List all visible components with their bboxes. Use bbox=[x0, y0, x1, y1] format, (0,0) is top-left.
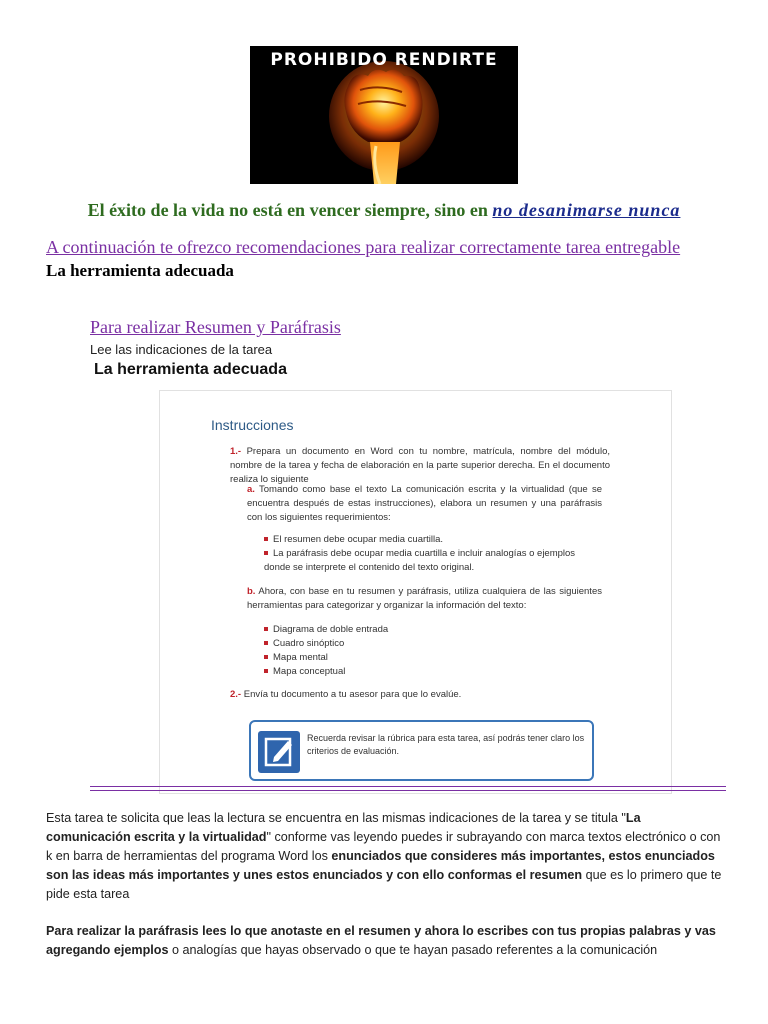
instructions-title: Instrucciones bbox=[211, 417, 294, 433]
item-b-label: b. bbox=[247, 586, 256, 597]
step-2 bbox=[230, 688, 610, 702]
bullet-parafrasis: La paráfrasis debe ocupar media cuartilla e incluir analogías o ejemplos donde se interprete el contenido del texto original. bbox=[264, 547, 604, 575]
motivational-quote bbox=[0, 200, 768, 221]
item-a bbox=[247, 483, 602, 525]
item-a-label: a. bbox=[247, 484, 255, 495]
item-b bbox=[247, 585, 602, 613]
item-b-text: Ahora, con base en tu resumen y paráfrasis, utiliza cualquiera de las siguientes herramientas para categorizar y organizar la información del texto: bbox=[247, 586, 602, 611]
pencil-note-icon bbox=[258, 731, 300, 773]
step-1-text: Prepara un documento en Word con tu nombre, matrícula, nombre del módulo, nombre de la tarea y fecha de elaboración en la parte superior derecha. En el documento realiza lo siguiente bbox=[230, 446, 610, 485]
reminder-text: Recuerda revisar la rúbrica para esta tarea, así podrás tener claro los criterios de evaluación. bbox=[307, 733, 585, 756]
bullet-cuadro: Cuadro sinóptico bbox=[264, 637, 344, 651]
p1-bold-1: La comunicación escrita y la virtualidad bbox=[46, 811, 641, 844]
instructions-card bbox=[159, 390, 672, 794]
divider-bottom bbox=[90, 790, 726, 791]
banner-title: PROHIBIDO RENDIRTE bbox=[270, 50, 498, 70]
quote-emphasis-link[interactable]: no desanimarse nunca bbox=[492, 200, 681, 220]
banner-image bbox=[250, 46, 518, 184]
section-tool-heading: La herramienta adecuada bbox=[94, 361, 287, 378]
step-2-text: Envía tu documento a tu asesor para que lo evalúe. bbox=[243, 689, 462, 700]
p1-bold-2: enunciados que consideres más importantes, estos enunciados son las ideas más importantes y unes estos enunciados y con ello conformas el resumen bbox=[46, 849, 715, 882]
reminder-box bbox=[249, 720, 594, 781]
intro-link[interactable]: A continuación te ofrezco recomendaciones para realizar correctamente tarea entregable bbox=[46, 237, 681, 257]
p2-text-1: o analogías que hayas observado o que te hayan pasado referentes a la comunicación bbox=[168, 943, 658, 957]
bullet-diagrama: Diagrama de doble entrada bbox=[264, 623, 388, 637]
p1-text-2: " conforme vas leyendo puedes ir subrayando con marca textos electrónico o con k en barra de herramientas del programa Word los bbox=[46, 830, 721, 863]
quote-prefix: El éxito de la vida no está en vencer siempre, sino en bbox=[87, 200, 493, 220]
p1-text-3: que es lo primero que te pide esta tarea bbox=[46, 868, 722, 901]
bullet-resumen: El resumen debe ocupar media cuartilla. bbox=[264, 533, 604, 547]
step-1 bbox=[230, 445, 610, 487]
section-title-link[interactable]: Para realizar Resumen y Paráfrasis bbox=[90, 317, 341, 337]
bullet-mapa-mental: Mapa mental bbox=[264, 651, 328, 665]
step-2-number: 2.- bbox=[230, 689, 242, 700]
bullet-mapa-conceptual: Mapa conceptual bbox=[264, 665, 345, 679]
item-a-text: Tomando como base el texto La comunicación escrita y la virtualidad (que se encuentra después de estas instrucciones), elabora un resumen y una paráfrasis con los siguientes requerimientos: bbox=[247, 484, 602, 523]
section-subtitle: Lee las indicaciones de la tarea bbox=[90, 342, 273, 357]
paragraph-parafrasis bbox=[46, 922, 722, 960]
step-1-number: 1.- bbox=[230, 446, 242, 457]
tool-heading: La herramienta adecuada bbox=[46, 261, 234, 280]
paragraph-resumen bbox=[46, 809, 722, 904]
p1-text-1: Esta tarea te solicita que leas la lectura se encuentra en las mismas indicaciones de la tarea y se titula " bbox=[46, 811, 626, 825]
divider-top bbox=[90, 786, 726, 787]
p2-bold-1: Para realizar la paráfrasis lees lo que anotaste en el resumen y ahora lo escribes con tus propias palabras y vas agregando ejemplos bbox=[46, 924, 716, 957]
